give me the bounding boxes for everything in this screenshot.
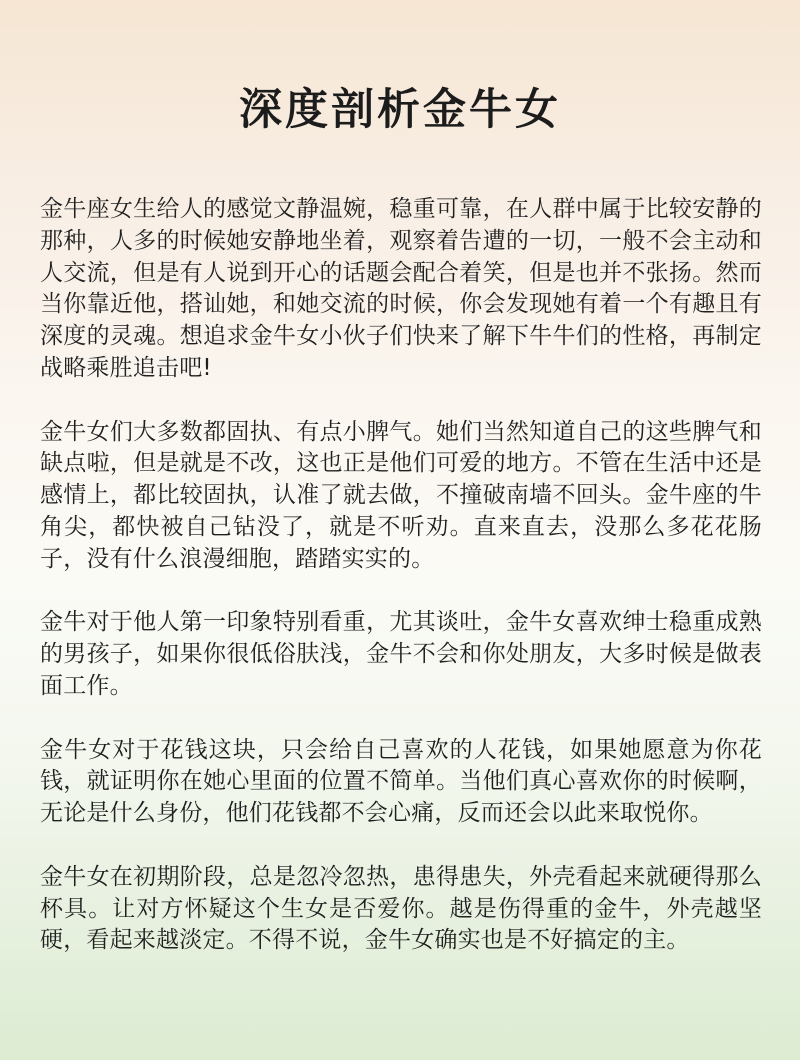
- paragraph: 金牛女们大多数都固执、有点小脾气。她们当然知道自己的这些脾气和缺点啦，但是就是不改，这也正是他们可爱的地方。不管在生活中还是感情上，都比较固执，认准了就去做，不撞破南墙不回头。金牛座的牛角尖，都快被自己钻没了，就是不听劝。直来直去，没那么多花花肠子，没有什么浪漫细胞，踏踏实实的。: [40, 418, 762, 572]
- paragraph: 金牛女在初期阶段，总是忽冷忽热，患得患失，外壳看起来就硬得那么杯具。让对方怀疑这个生女是否爱你。越是伤得重的金牛，外壳越坚硬，看起来越淡定。不得不说，金牛女确实也是不好搞定的主。: [40, 863, 762, 954]
- article-body: [40, 194, 762, 957]
- article-title: 深度剖析金牛女: [239, 85, 561, 135]
- paragraph: 金牛对于他人第一印象特别看重，尤其谈吐，金牛女喜欢绅士稳重成熟的男孩子，如果你很低俗肤浅，金牛不会和你处朋友，大多时候是做表面工作。: [40, 609, 762, 699]
- paragraph: 金牛座女生给人的感觉文静温婉，稳重可靠，在人群中属于比较安静的那种，人多的时候她安静地坐着，观察着告遭的一切，一般不会主动和人交流，但是有人说到开心的话题会配合着笑，但是也并不张扬。然而当你靠近他，搭讪她，和她交流的时候，你会发现她有着一个有趣且有深度的灵魂。想追求金牛女小伙子们快来了解下牛牛们的性格，再制定战略乘胜追击吧!: [40, 196, 762, 381]
- paragraph: 金牛女对于花钱这块，只会给自己喜欢的人花钱，如果她愿意为你花钱，就证明你在她心里面的位置不简单。当他们真心喜欢你的时候啊，无论是什么身份，他们花钱都不会心痛，反而还会以此来取悦你。: [40, 736, 762, 827]
